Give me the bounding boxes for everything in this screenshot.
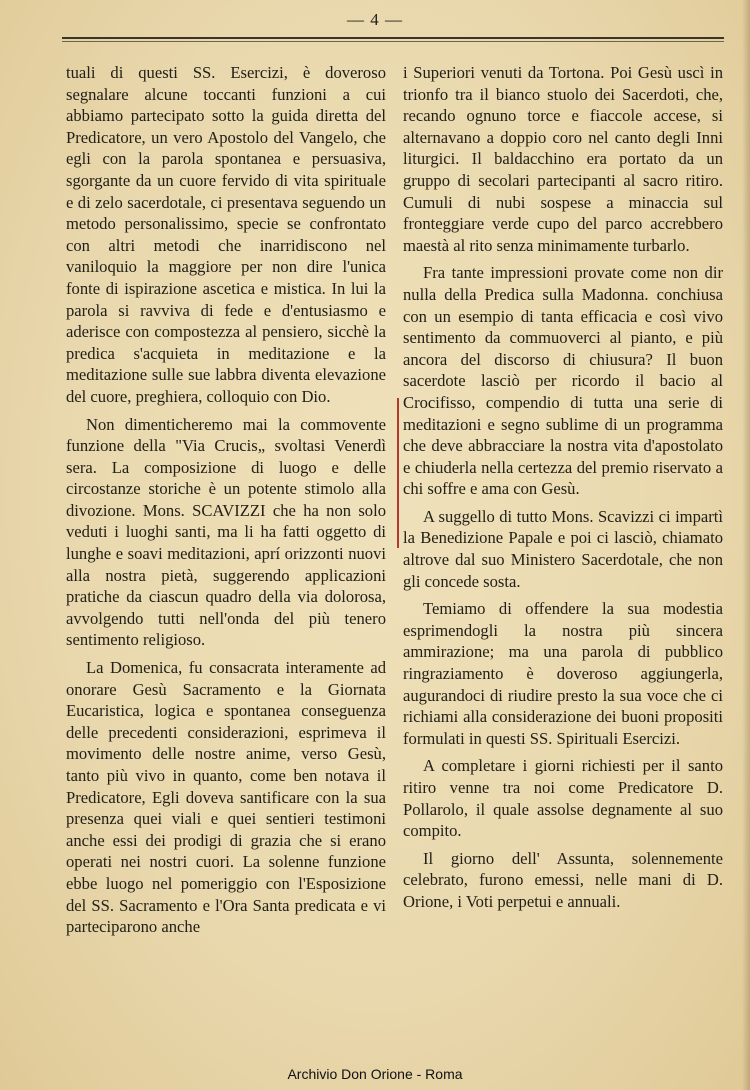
handwritten-margin-mark xyxy=(397,398,399,548)
paragraph: Temiamo di offendere la sua modestia esprimendogli la nostra più sincera ammirazione; ma una parola di pubblico ringraziamento è doveroso aggiungerla, augurandoci di riudire presto la sua voce che ci richiami alla considerazione dei buoni propositi formulati in questi SS. Spirituali Esercizi. xyxy=(403,599,723,748)
left-column xyxy=(66,62,386,944)
paragraph: Fra tante impressioni provate come non dir nulla della Predica sulla Madonna. conchiusa con un esempio di tanta efficacia e così vivo sentimento da commuoverci al pianto, e più ancora del discorso di chiusura? Il buon sacerdote lasciò per ricordo il bacio al Crocifisso, compendio di tutta una serie di meditazioni e segno sublime di un programma che deve abbracciare la nostra vita d'apostolato e chiuderla nella certezza del premio riservato a chi soffre e ama con Gesù. xyxy=(403,263,723,499)
right-column xyxy=(403,62,723,919)
paragraph: tuali di questi SS. Esercizi, è doveroso segnalare alcune toccanti funzioni a cui abbiamo partecipato sotto la guida diretta del Predicatore, un vero Apostolo del Vangelo, che egli con la parola spontanea e persuasiva, sgorgante da un cuore fervido di vita spirituale e di zelo sacerdotale, ci presentava seguendo un metodo personalissimo, specie se confrontato con altri metodi che inarridiscono nel vaniloquio la maggiore per non dire l'unica fonte di ispirazione ascetica e mistica. In lui la parola si ravviva di fede e d'entusiasmo e aderisce con compostezza al pensiero, sicchè la predica s'acquieta in meditazione e la meditazione sulle sue labbra diventa elevazione del cuore, preghiera, colloquio con Dio. xyxy=(66,63,386,406)
archive-footer: Archivio Don Orione - Roma xyxy=(287,1066,463,1082)
paragraph: Il giorno dell' Assunta, solennemente celebrato, furono emessi, nelle mani di D. Orione, i Voti perpetui e annuali. xyxy=(403,848,723,911)
header-rule-thin xyxy=(62,41,724,42)
page-number: — 4 — xyxy=(347,10,403,29)
paragraph: A completare i giorni richiesti per il santo ritiro venne tra noi come Predicatore D. Pollarolo, il quale assolse degnamente al suo compito. xyxy=(403,756,723,841)
paragraph: La Domenica, fu consacrata interamente ad onorare Gesù Sacramento e la Giornata Eucaristica, logica e spontanea conseguenza delle precedenti considerazioni, esprimeva il movimento delle nostre anime, verso Gesù, tanto più vivo in quanto, come ben notava il Predicatore, Egli doveva santificare con la sua presenza quei viali e quei sentieri testimoni anche essi dei prodigi di grazia che si erano operati nei nostri cuori. La solenne funzione ebbe luogo nel pomeriggio con l'Esposizione del SS. Sacramento e l'Ora Santa predicata e vi parteciparono anche xyxy=(66,658,386,937)
header-rule xyxy=(62,37,724,39)
page-edge-shadow xyxy=(742,0,750,1090)
paragraph: Non dimenticheremo mai la commovente funzione della "Via Crucis„ svoltasi Venerdì sera. La composizione di luogo e delle circostanze storiche è un potente stimolo alla divozione. Mons. SCAVIZZI che ha non solo veduti i luoghi santi, ma li ha fatti oggetto di lunghe e soavi meditazioni, aprí orizzonti nuovi alla nostra pietà, suggerendo applicazioni pratiche da ciascun quadro della via dolorosa, avvolgendo tutti nell'onda del più tenero sentimento religioso. xyxy=(66,414,386,650)
paragraph: i Superiori venuti da Tortona. Poi Gesù uscì in trionfo tra il bianco stuolo dei Sacerdoti, che, recando ognuno torce e fiaccole accese, si alternavano a doppio coro nel canto degli Inni liturgici. Il baldacchino era portato da un gruppo di secolari partecipanti al sacro ritiro. Cumuli di nubi sospese a minaccia sul fronteggiare verde cupo del parco accrebbero maestà al rito senza minimamente turbarlo. xyxy=(403,63,723,255)
paragraph: A suggello di tutto Mons. Scavizzi ci impartì la Benedizione Papale e poi ci lasciò, chiamato altrove dal suo Ministero Sacerdotale, che non gli concede sosta. xyxy=(403,506,723,591)
